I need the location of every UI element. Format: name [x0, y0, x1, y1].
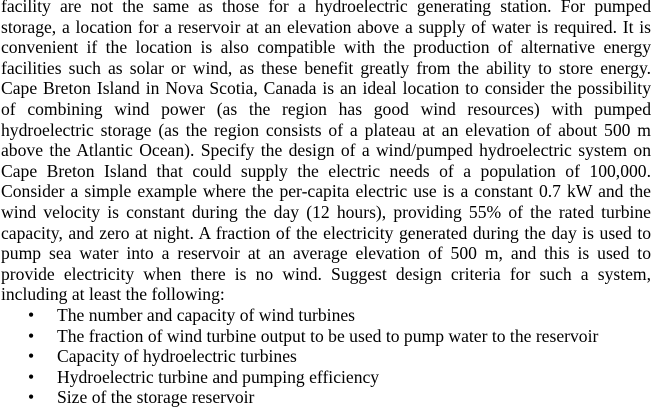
- paragraph-line: Cape Breton Island in Nova Scotia, Canada is an ideal location to consider the possibility: [1, 78, 651, 99]
- paragraph-line: hydroelectric storage (as the region consists of a plateau at an elevation of about 500 m: [1, 119, 651, 140]
- list-item: [1, 305, 651, 326]
- paragraph-line: of combining wind power (as the region has good wind resources) with pumped: [1, 98, 651, 119]
- paragraph-line: wind velocity is constant during the day (12 hours), providing 55% of the rated turbine: [1, 201, 651, 222]
- bullet-icon: •: [28, 346, 35, 367]
- paragraph-line: facilities such as solar or wind, as these benefit greatly from the ability to store energy.: [1, 57, 651, 78]
- problem-paragraph: [1, 0, 651, 305]
- bullet-icon: •: [28, 387, 35, 408]
- paragraph-line: Consider a simple example where the per-capita electric use is a constant 0.7 kW and the: [1, 181, 651, 202]
- list-item: [1, 346, 651, 367]
- bullet-icon: •: [28, 366, 35, 387]
- paragraph-line: capacity, and zero at night. A fraction of the electricity generated during the day is used to: [1, 222, 651, 243]
- design-criteria-list: [1, 305, 651, 408]
- list-item: [1, 367, 651, 388]
- paragraph-line: provide electricity when there is no wind. Suggest design criteria for such a system,: [1, 263, 651, 284]
- list-item-text: Hydroelectric turbine and pumping efficiency: [57, 366, 380, 387]
- paragraph-line: convenient if the location is also compatible with the production of alternative energy: [1, 37, 651, 58]
- document-body: [1, 0, 651, 408]
- bullet-icon: •: [28, 325, 35, 346]
- list-item-text: Capacity of hydroelectric turbines: [57, 346, 297, 367]
- paragraph-line: storage, a location for a reservoir at an elevation above a supply of water is required. It is: [1, 16, 651, 37]
- paragraph-line: pump sea water into a reservoir at an average elevation of 500 m, and this is used to: [1, 243, 651, 264]
- paragraph-line: Cape Breton Island that could supply the electric needs of a population of 100,000.: [1, 160, 651, 181]
- paragraph-line: facility are not the same as those for a hydroelectric generating station. For pumped: [1, 0, 651, 16]
- list-item-text: Size of the storage reservoir: [57, 387, 255, 408]
- list-item-text: The number and capacity of wind turbines: [57, 304, 356, 325]
- paragraph-line: above the Atlantic Ocean). Specify the design of a wind/pumped hydroelectric system on: [1, 140, 651, 161]
- paragraph-line: including at least the following:: [1, 284, 225, 305]
- list-item-text: The fraction of wind turbine output to be used to pump water to the reservoir: [57, 325, 599, 346]
- bullet-icon: •: [28, 304, 35, 325]
- list-item: [1, 387, 651, 408]
- list-item: [1, 326, 651, 347]
